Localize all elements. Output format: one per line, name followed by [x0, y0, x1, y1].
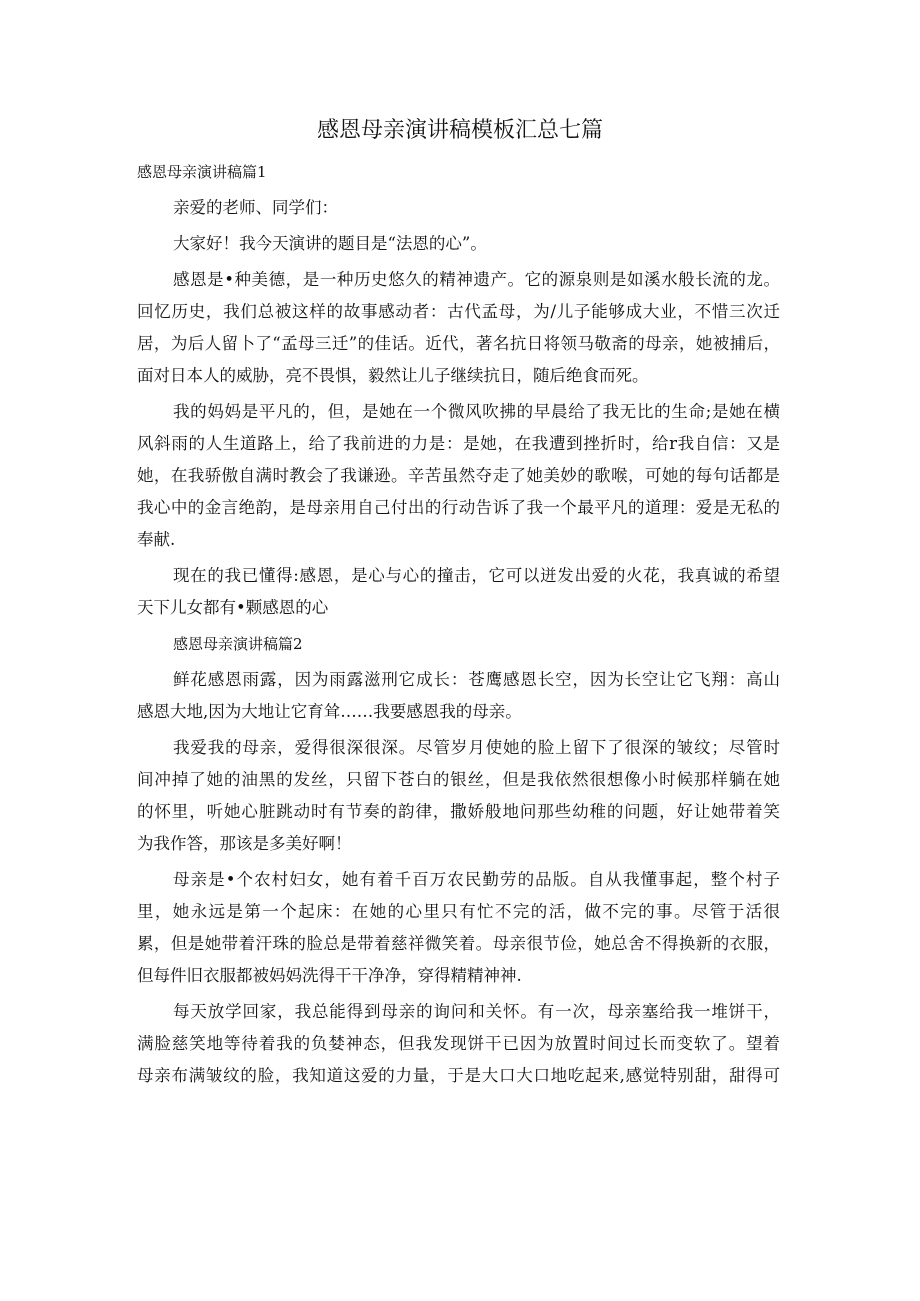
paragraph-line: 奉献.	[137, 530, 176, 549]
paragraph-line: 我爱我的母亲，爱得很深很深。尽管岁月使她的脸上留下了很深的皱纹；尽管时	[173, 738, 780, 757]
paragraph-line: 感恩是•种美德，是一种历史悠久的精神遗产。它的源泉则是如溪水般长流的龙。	[173, 270, 780, 289]
paragraph-line: 间冲掉了她的油黑的发丝，只留下苍白的银丝，但是我依然很想像小时候那样躺在她	[137, 770, 780, 789]
paragraph-line: 累，但是她带着汗珠的脸总是带着慈祥微笑着。母亲很节俭，她总舍不得换新的衣服，	[137, 934, 780, 953]
section-heading-2: 感恩母亲演讲稿篇2	[173, 635, 303, 653]
paragraph-line: 我的妈妈是平凡的，但，是她在一个微风吹拂的早晨给了我无比的生命;是她在横	[173, 402, 780, 421]
paragraph-line: 感恩大地,因为大地让它育耸……我要感恩我的母亲。	[137, 702, 522, 721]
paragraph-line: 回忆历史，我们总被这样的故事感动者：古代孟母，为/儿子能够成大业，不惜三次迁	[137, 302, 780, 321]
intro-line: 大家好！我今天演讲的题目是“法恩的心”。	[173, 234, 487, 253]
paragraph-line: 的怀里，听她心脏跳动时有节奏的韵律，撒娇般地问那些幼稚的问题，好让她带着笑	[137, 802, 780, 821]
paragraph-line: 她，在我骄傲自满时教会了我谦逊。辛苦虽然夺走了她美妙的歌喉，可她的每句话都是	[137, 466, 780, 485]
paragraph-line: 母亲布满皱纹的脸，我知道这爱的力量，于是大口大口地吃起来,感觉特别甜，甜得可	[137, 1066, 780, 1085]
paragraph-7	[137, 996, 780, 1092]
paragraph-line: 为我作答，那该是多美好啊！	[137, 834, 352, 853]
paragraph-6	[137, 864, 780, 992]
paragraph-line: 面对日本人的威胁，亮不畏惧，毅然让儿子继续抗日，随后绝食而死。	[137, 366, 649, 385]
paragraph-4	[137, 664, 780, 728]
paragraph-line: 我心中的金言绝韵，是母亲用自己付出的行动告诉了我一个最平凡的道理：爱是无私的	[137, 498, 780, 517]
paragraph-line: 满脸慈笑地等待着我的负婪神态，但我发现饼干已因为放置时间过长而变软了。望着	[137, 1034, 780, 1053]
paragraph-1	[137, 264, 780, 392]
paragraph-line: 鲜花感恩雨露，因为雨露滋刑它成长：苍鹰感恩长空，因为长空让它飞翔：高山	[173, 670, 780, 689]
greeting: 亲爱的老师、同学们：	[173, 198, 338, 217]
paragraph-line: 每天放学回家，我总能得到母亲的询问和关怀。有一次，母亲塞给我一堆饼干，	[173, 1002, 780, 1021]
paragraph-line: 居，为后人留卜了“孟母三迁”的佳话。近代，著名抗日将领马敬斋的母亲，她被捕后，	[137, 334, 780, 353]
paragraph-line: 现在的我已懂得:感恩，是心与心的撞击，它可以迸发出爱的火花，我真诚的希望	[173, 566, 780, 585]
paragraph-line: 天下儿女都有•颗感恩的心	[137, 598, 329, 617]
paragraph-line: 但每件旧衣服都被妈妈洗得干干净净，穿得精精神神.	[137, 966, 522, 985]
paragraph-line: 母亲是•个农村妇女，她有着千百万农民勤劳的品版。自从我懂事起，整个村子	[173, 870, 780, 889]
document-title: 感恩母亲演讲稿模板汇总七篇	[316, 118, 603, 143]
document-body	[137, 156, 780, 1092]
paragraph-line: 风斜雨的人生道路上，给了我前进的力是：是她，在我遭到挫折时，给r我自信：又是	[137, 434, 780, 453]
paragraph-5	[137, 732, 780, 860]
paragraph-3	[137, 560, 780, 624]
paragraph-line: 里，她永远是第一个起床：在她的心里只有忙不完的活，做不完的事。尽管于活很	[137, 902, 780, 921]
paragraph-2	[137, 396, 780, 556]
section-heading-1: 感恩母亲演讲稿篇1	[137, 163, 267, 181]
